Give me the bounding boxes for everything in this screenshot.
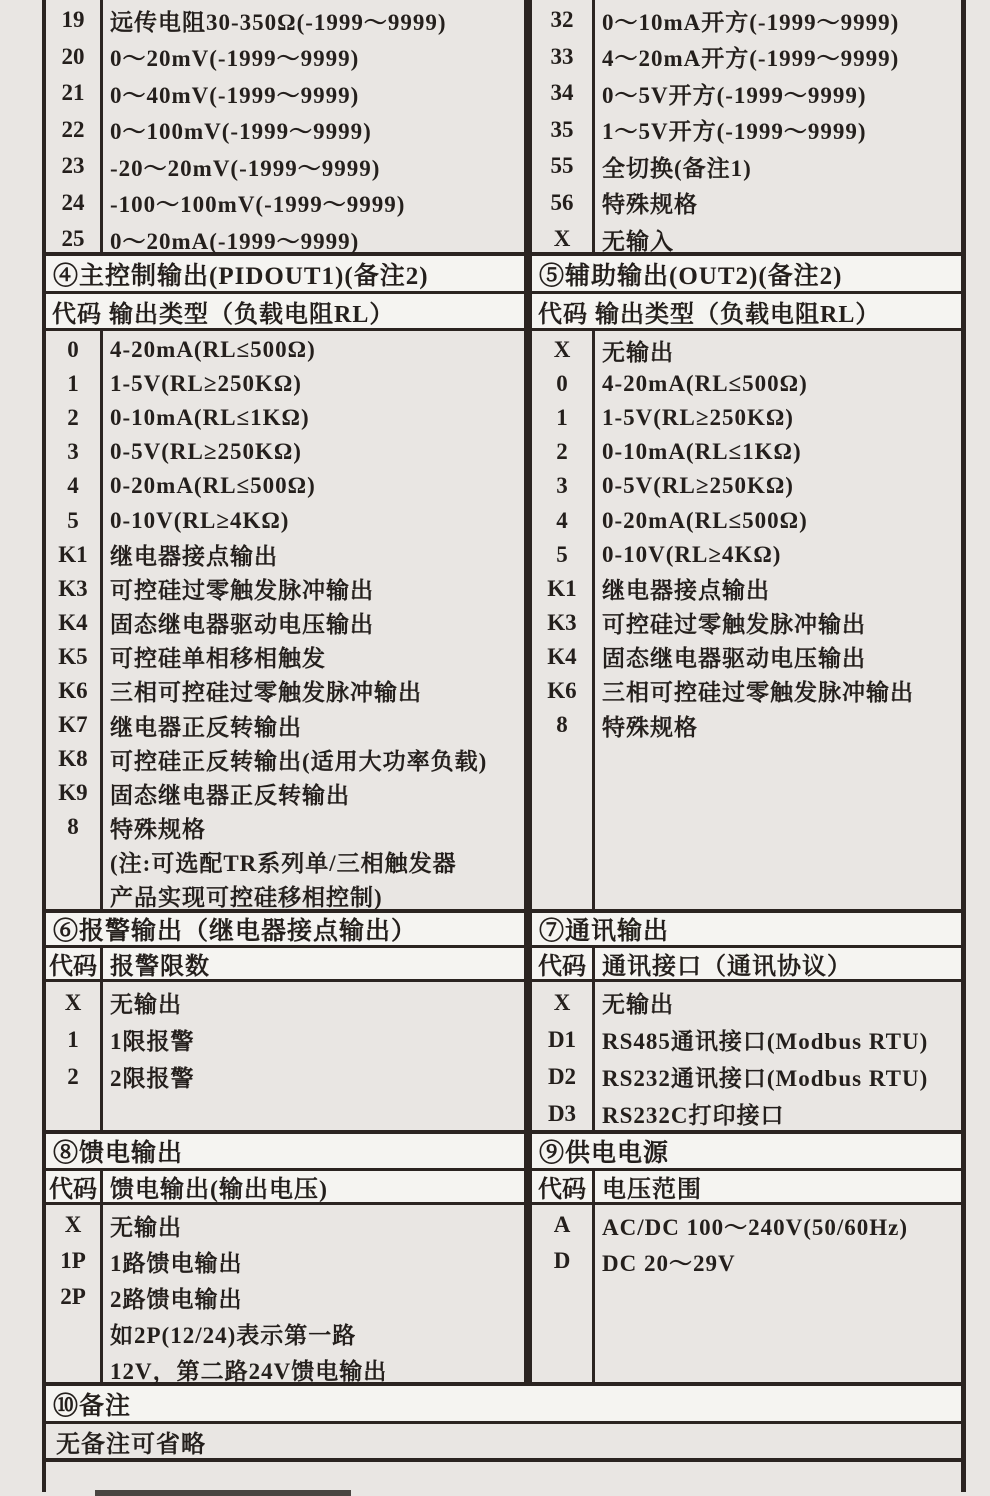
code-cell: 19 — [61, 7, 85, 33]
code-cell: X — [64, 1212, 82, 1237]
code-column-header: 代码 — [49, 1177, 97, 1203]
section-4-subheader — [46, 294, 524, 328]
section-8-9-body — [46, 1205, 961, 1386]
table-row — [46, 435, 524, 469]
section-8-header — [46, 1134, 524, 1168]
code-column-header: 代码 — [538, 954, 586, 980]
table-row — [46, 1279, 524, 1315]
label-cell: 1～5V开方(-1999～9999) — [602, 119, 867, 145]
code-cell: 25 — [61, 226, 85, 252]
code-column-header: 代码 — [538, 1177, 586, 1203]
label-cell: 0-20mA(RL≤500Ω) — [110, 473, 316, 499]
table-row — [46, 776, 524, 810]
label-cell: 无输出 — [110, 1214, 182, 1240]
section-5-header — [532, 256, 961, 291]
section-10-header — [46, 1386, 961, 1424]
label-cell: RS232通讯接口(Modbus RTU) — [602, 1066, 929, 1091]
table-row — [532, 39, 961, 76]
code-cell: 1P — [60, 1248, 86, 1273]
code-cell: 21 — [61, 80, 85, 106]
label-cell: 0～20mA(-1999～9999) — [110, 228, 360, 254]
column-divider — [100, 331, 103, 909]
table-row — [46, 640, 524, 674]
table-row — [532, 674, 961, 708]
section-6-title: ⑥报警输出（继电器接点输出） — [53, 918, 418, 945]
code-cell: 1 — [556, 405, 568, 431]
code-cell: K4 — [547, 643, 577, 669]
label-cell: 特殊规格 — [110, 816, 206, 842]
center-divider — [524, 913, 532, 945]
table-row — [532, 469, 961, 503]
code-cell: A — [553, 1212, 571, 1237]
label-cell: 可控硅单相移相触发 — [110, 646, 326, 672]
center-divider — [524, 256, 532, 291]
table-row — [532, 572, 961, 606]
table-row — [46, 367, 524, 401]
code-cell: K5 — [58, 643, 88, 669]
table-row — [532, 435, 961, 469]
table-row — [46, 572, 524, 606]
label-column-header: 报警限数 — [110, 954, 210, 980]
label-cell: 无输出 — [602, 339, 674, 365]
code-cell: 22 — [61, 116, 85, 142]
column-divider — [592, 1205, 595, 1382]
input-type-section — [46, 0, 961, 256]
section-6-rows — [46, 982, 524, 1130]
input-type-right-column — [532, 0, 961, 252]
label-cell: 可控硅过零触发脉冲输出 — [602, 612, 866, 638]
code-cell: D — [553, 1248, 571, 1273]
code-cell: 1 — [67, 1026, 79, 1052]
code-cell: 8 — [556, 712, 568, 738]
label-cell: 1限报警 — [110, 1029, 195, 1054]
subheader-text: 代码 输出类型（负载电阻RL） — [52, 301, 395, 328]
section-4-header — [46, 256, 524, 291]
code-cell: X — [553, 226, 571, 252]
label-cell: 1路馈电输出 — [110, 1250, 243, 1276]
label-cell: 可控硅正反转输出(适用大功率负载) — [110, 748, 488, 774]
label-cell: 12V，第二路24V馈电输出 — [110, 1358, 388, 1384]
label-cell: 可控硅过零触发脉冲输出 — [110, 578, 374, 604]
table-row — [46, 221, 524, 258]
code-cell: K1 — [58, 541, 88, 567]
label-cell: 4-20mA(RL≤500Ω) — [602, 371, 808, 397]
table-row — [532, 1021, 961, 1058]
table-row — [46, 984, 524, 1021]
label-cell: 固态继电器正反转输出 — [110, 782, 350, 808]
table-row — [46, 538, 524, 572]
column-divider — [100, 1205, 103, 1382]
label-cell: 继电器接点输出 — [110, 544, 278, 570]
center-divider — [524, 1134, 532, 1168]
section-4-5-subheader-band — [46, 294, 961, 331]
label-cell: AC/DC 100～240V(50/60Hz) — [602, 1214, 908, 1240]
section-6-7-header-band — [46, 913, 961, 948]
code-column-header: 代码 — [49, 954, 97, 980]
center-divider — [524, 1171, 532, 1202]
code-cell: 33 — [550, 43, 574, 69]
column-divider — [100, 0, 103, 252]
label-cell: 0-10V(RL≥4KΩ) — [110, 507, 290, 533]
table-row — [532, 1243, 961, 1279]
table-row — [46, 401, 524, 435]
section-4-5-header-band — [46, 256, 961, 294]
table-row — [46, 674, 524, 708]
table-row — [46, 708, 524, 742]
table-row — [46, 333, 524, 367]
table-row — [532, 538, 961, 572]
label-cell: 0-20mA(RL≤500Ω) — [602, 507, 808, 533]
label-cell: 4～20mA开方(-1999～9999) — [602, 46, 900, 72]
code-cell: K3 — [547, 609, 577, 635]
table-row — [532, 221, 961, 258]
label-cell: 0～20mV(-1999～9999) — [110, 46, 360, 72]
code-cell: 5 — [556, 541, 568, 567]
table-row — [532, 1058, 961, 1095]
code-cell: 3 — [67, 439, 79, 465]
label-cell: 4-20mA(RL≤500Ω) — [110, 337, 316, 363]
table-row — [46, 742, 524, 776]
section-10-title: ⑩备注 — [53, 1392, 132, 1420]
table-row — [46, 112, 524, 149]
table-row — [46, 844, 524, 878]
column-divider — [100, 1171, 103, 1202]
code-cell: 3 — [556, 473, 568, 499]
code-cell: 1 — [67, 371, 79, 397]
label-cell: 继电器接点输出 — [602, 578, 770, 604]
label-cell: 远传电阻30-350Ω(-1999～9999) — [110, 9, 447, 35]
table-row — [46, 469, 524, 503]
table-row — [532, 401, 961, 435]
center-divider — [524, 294, 532, 328]
table-row — [46, 1021, 524, 1058]
label-cell: 无输出 — [110, 992, 182, 1017]
label-cell: 全切换(备注1) — [602, 155, 752, 181]
section-8-title: ⑧馈电输出 — [53, 1140, 184, 1167]
column-divider — [100, 982, 103, 1130]
code-cell: K4 — [58, 609, 88, 635]
code-cell: 2 — [67, 405, 79, 431]
section-7-rows — [532, 982, 961, 1130]
table-row — [46, 75, 524, 112]
label-cell: 1-5V(RL≥250KΩ) — [110, 371, 302, 397]
section-8-rows — [46, 1205, 524, 1382]
table-row — [532, 1207, 961, 1243]
label-cell: 2限报警 — [110, 1066, 195, 1091]
label-cell: -20～20mV(-1999～9999) — [110, 155, 381, 181]
label-cell: 0～100mV(-1999～9999) — [110, 119, 372, 145]
center-divider — [524, 331, 532, 909]
code-cell: 5 — [67, 507, 79, 533]
label-cell: 特殊规格 — [602, 192, 698, 218]
label-cell: 0-5V(RL≥250KΩ) — [602, 473, 794, 499]
code-cell: 2P — [60, 1284, 86, 1309]
section-9-title: ⑨供电电源 — [539, 1140, 670, 1167]
section-4-rows — [46, 331, 524, 909]
code-cell: K3 — [58, 575, 88, 601]
label-column-header: 通讯接口（通讯协议） — [602, 954, 852, 980]
center-divider — [524, 948, 532, 979]
label-column-header: 馈电输出(输出电压) — [110, 1177, 328, 1203]
column-divider — [592, 331, 595, 909]
section-9-rows — [532, 1205, 961, 1382]
section-6-header — [46, 913, 524, 945]
section-4-title: ④主控制输出(PIDOUT1)(备注2) — [53, 262, 429, 290]
label-cell: RS232C打印接口 — [602, 1103, 785, 1128]
table-row — [46, 1351, 524, 1387]
code-cell: 0 — [556, 371, 568, 397]
section-5-subheader — [532, 294, 961, 328]
code-cell: K1 — [547, 575, 577, 601]
subheader-text: 代码 输出类型（负载电阻RL） — [538, 301, 881, 328]
table-row — [532, 606, 961, 640]
code-cell: K9 — [58, 780, 88, 806]
center-divider — [524, 0, 532, 252]
label-cell: 无输入 — [602, 228, 674, 254]
label-cell: 三相可控硅过零触发脉冲输出 — [110, 680, 422, 706]
table-row — [46, 2, 524, 39]
label-cell: 0-5V(RL≥250KΩ) — [110, 439, 302, 465]
section-8-9-header-band — [46, 1134, 961, 1171]
code-cell: D3 — [547, 1100, 577, 1126]
table-row — [46, 148, 524, 185]
label-cell: (注:可选配TR系列单/三相触发器 — [110, 850, 457, 876]
code-cell: K6 — [58, 677, 88, 703]
label-cell: 固态继电器驱动电压输出 — [110, 612, 374, 638]
label-cell: 三相可控硅过零触发脉冲输出 — [602, 680, 914, 706]
label-cell: 0～40mV(-1999～9999) — [110, 82, 360, 108]
section-4-5-body — [46, 331, 961, 913]
table-row — [46, 810, 524, 844]
label-cell: 0-10mA(RL≤1KΩ) — [602, 439, 802, 465]
table-row — [532, 75, 961, 112]
table-row — [532, 333, 961, 367]
section-9-header — [532, 1134, 961, 1168]
section-6-7-body — [46, 982, 961, 1134]
label-cell: 特殊规格 — [602, 714, 698, 740]
table-row — [532, 185, 961, 222]
code-cell: X — [553, 337, 571, 363]
code-cell: 2 — [556, 439, 568, 465]
section-8-9-subheader-band — [46, 1171, 961, 1205]
table-row — [46, 1243, 524, 1279]
section-6-subheader — [46, 948, 524, 979]
table-row — [46, 1207, 524, 1243]
label-cell: 无输出 — [602, 992, 674, 1017]
label-cell: 0-10V(RL≥4KΩ) — [602, 541, 782, 567]
code-cell: K8 — [58, 746, 88, 772]
code-cell: 4 — [67, 473, 79, 499]
table-row — [46, 185, 524, 222]
table-row — [532, 2, 961, 39]
label-cell: 0～5V开方(-1999～9999) — [602, 82, 867, 108]
table-row — [532, 708, 961, 742]
table-row — [532, 112, 961, 149]
section-7-header — [532, 913, 961, 945]
input-type-left-column — [46, 0, 524, 252]
code-cell: K7 — [58, 712, 88, 738]
table-row — [532, 984, 961, 1021]
label-cell: DC 20～29V — [602, 1250, 736, 1276]
code-cell: 8 — [67, 814, 79, 840]
section-8-subheader — [46, 1171, 524, 1202]
label-cell: 1-5V(RL≥250KΩ) — [602, 405, 794, 431]
code-cell: 32 — [550, 7, 574, 33]
code-cell: 55 — [550, 153, 574, 179]
label-cell: 0～10mA开方(-1999～9999) — [602, 9, 900, 35]
label-cell: RS485通讯接口(Modbus RTU) — [602, 1029, 929, 1054]
table-row — [46, 503, 524, 537]
table-row — [46, 1315, 524, 1351]
label-cell: 2路馈电输出 — [110, 1286, 243, 1312]
column-divider — [100, 948, 103, 979]
code-cell: D1 — [547, 1026, 577, 1052]
code-cell: D2 — [547, 1063, 577, 1089]
column-divider — [592, 1171, 595, 1202]
section-7-subheader — [532, 948, 961, 979]
section-7-title: ⑦通讯输出 — [539, 918, 670, 945]
section-5-title: ⑤辅助输出(OUT2)(备注2) — [539, 262, 843, 290]
code-cell: 34 — [550, 80, 574, 106]
section-10-row — [46, 1424, 961, 1462]
remark-text: 无备注可省略 — [56, 1431, 206, 1458]
column-divider — [592, 948, 595, 979]
code-cell: 4 — [556, 507, 568, 533]
table-row — [46, 606, 524, 640]
table-row — [46, 39, 524, 76]
label-cell: 固态继电器驱动电压输出 — [602, 646, 866, 672]
center-divider — [524, 1205, 532, 1382]
code-cell: K6 — [547, 677, 577, 703]
table-row — [532, 640, 961, 674]
column-divider — [592, 982, 595, 1130]
ordering-code-table — [42, 0, 966, 1492]
label-cell: 0-10mA(RL≤1KΩ) — [110, 405, 310, 431]
section-5-rows — [532, 331, 961, 909]
table-row — [532, 503, 961, 537]
section-6-7-subheader-band — [46, 948, 961, 982]
label-cell: 如2P(12/24)表示第一路 — [110, 1322, 357, 1348]
code-cell: X — [553, 989, 571, 1015]
label-cell: -100～100mV(-1999～9999) — [110, 192, 406, 218]
table-row — [532, 367, 961, 401]
label-column-header: 电压范围 — [602, 1177, 702, 1203]
code-cell: 23 — [61, 153, 85, 179]
code-cell: X — [64, 989, 82, 1015]
table-row — [532, 1095, 961, 1132]
section-9-subheader — [532, 1171, 961, 1202]
code-cell: 56 — [550, 189, 574, 215]
code-cell: 35 — [550, 116, 574, 142]
label-cell: 产品实现可控硅移相控制) — [110, 885, 383, 911]
code-cell: 2 — [67, 1063, 79, 1089]
label-cell: 继电器正反转输出 — [110, 714, 302, 740]
center-divider — [524, 982, 532, 1130]
code-cell: 0 — [67, 337, 79, 363]
table-row — [46, 1058, 524, 1095]
code-cell: 20 — [61, 43, 85, 69]
column-divider — [592, 0, 595, 252]
table-row — [532, 148, 961, 185]
code-cell: 24 — [61, 189, 85, 215]
table-row — [46, 879, 524, 913]
partial-bottom-bar — [95, 1490, 351, 1496]
